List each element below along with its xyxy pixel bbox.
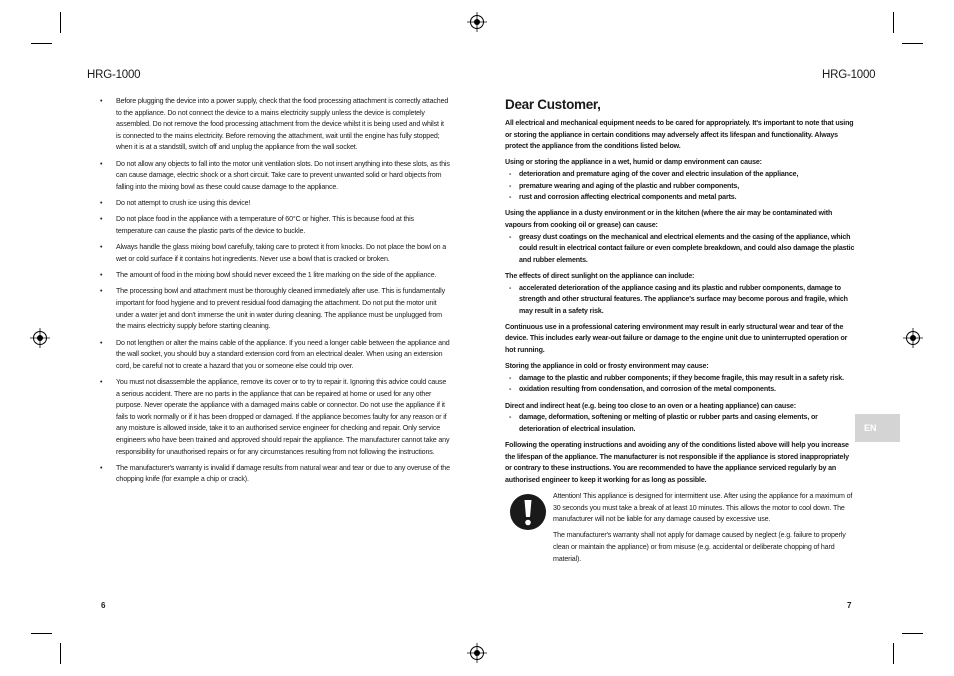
section-heading: Direct and indirect heat (e.g. being too close to an oven or a heating appliance) can cause: — [505, 401, 796, 410]
attention-text: Attention! This appliance is designed for intermittent use. After using the appliance for a maximum of 30 seconds you must take a break of at least 10 minutes. This allows the motor to cool down. The manufacturer will not be liable for any damage caused by excessive use. — [553, 491, 853, 524]
list-item: • The manufacturer's warranty is invalid if damage results from natural wear and tear or due to any overuse of the chopping knife (for example a chip or crack). — [100, 463, 450, 486]
registration-mark-icon — [467, 12, 487, 32]
section-heading: The effects of direct sunlight on the appliance can include: — [505, 271, 695, 280]
list-item: • Always handle the glass mixing bowl carefully, taking care to protect it from knocks. Do not place the bowl on a wet or cold surface if it contains hot ingredients. Never use a bowl that is cracked or broken. — [100, 242, 450, 265]
customer-notice — [505, 96, 855, 570]
crop-mark-br-v — [893, 643, 894, 664]
section-heading: Using the appliance in a dusty environment or in the kitchen (where the air may be contaminated with vapours from cooking oil or grease) can cause: — [505, 209, 833, 229]
page-number-left: 6 — [101, 601, 106, 610]
condition-section — [505, 401, 855, 436]
section-heading: Continuous use in a professional catering environment may result in early structural wear and tear of the device. This includes early wear-out failure or damage to the engine unit due to uninterrupted operation or hot running. — [505, 322, 848, 355]
crop-mark-tr-v — [893, 12, 894, 33]
crop-mark-tl-v — [60, 12, 61, 33]
condition-section — [505, 322, 855, 357]
list-item: - accelerated deterioration of the appliance casing and its plastic and rubber components, damage to strength and other structural features. The appliance's surface may become porous and fragile, which may result in a safety risk. — [505, 283, 855, 318]
list-item: - oxidation resulting from condensation, and corrosion of the metal components. — [505, 384, 855, 396]
list-item: • Before plugging the device into a power supply, check that the food processing attachment is correctly attached to the appliance. Do not connect the device to a mains electricity supply unless the device is completely assembled. Do not remove the food processing attachment from the device whilst it is being used and whilst it is connected to the mains electricity. Before removing the attachment, wait until the engine has fully stopped; when it is at a standstill, switch off and unplug the appliance from the wall socket. — [100, 96, 450, 154]
model-name-right: HRG-1000 — [822, 69, 876, 81]
model-name-left: HRG-1000 — [87, 69, 141, 81]
closing-paragraph: Following the operating instructions and avoiding any of the conditions listed above will help you increase the lifespan of the appliance. The manufacturer is not responsible if the appliance is stored inappropriately or contrary to these instructions. You are recommended to have the appliance serviced regularly by an authorised engineer to keep it working for as long as possible. — [505, 441, 849, 484]
list-item: - deterioration and premature aging of the cover and electric insulation of the appliance, — [505, 169, 855, 181]
list-item: • The processing bowl and attachment must be thoroughly cleaned immediately after use. This is fundamentally important for food hygiene and to prevent residual food damaging the attachment. Do not put the motor unit under a water jet and don't immerse the unit in water during cleaning. The appliance must be unplugged from the mains electricity supply before starting cleaning. — [100, 286, 450, 332]
condition-section — [505, 271, 855, 317]
attention-notice — [505, 491, 855, 565]
crop-mark-bl-h — [31, 633, 52, 634]
registration-mark-icon — [903, 328, 923, 348]
crop-mark-tl-h — [31, 43, 52, 44]
condition-section — [505, 208, 855, 266]
list-item: - rust and corrosion affecting electrical components and metal parts. — [505, 192, 855, 204]
list-item: • The amount of food in the mixing bowl should never exceed the 1 litre marking on the side of the appliance. — [100, 270, 450, 282]
list-item: • Do not lengthen or alter the mains cable of the appliance. If you need a longer cable between the appliance and the wall socket, you should buy a standard extension cord from an electrical dealer. When using an extension cord, be careful not to create a hazard that you or someone else could trip over. — [100, 338, 450, 373]
safety-bullet-list — [100, 96, 450, 486]
list-item: - premature wearing and aging of the plastic and rubber components, — [505, 181, 855, 193]
list-item: - damage to the plastic and rubber components; if they become fragile, this may result in a safety risk. — [505, 373, 855, 385]
crop-mark-bl-v — [60, 643, 61, 664]
warning-exclamation-icon — [509, 493, 547, 531]
condition-section — [505, 157, 855, 203]
list-item: • Do not place food in the appliance with a temperature of 60°C or higher. This is because food at this temperature can cause the plastic parts of the device to buckle. — [100, 214, 450, 237]
list-item: • You must not disassemble the appliance, remove its cover or to try to repair it. Ignoring this advice could cause a serious accident. There are no parts in the appliance that can be repaired at home or used for any other purpose. Never operate the appliance with a damaged mains cable or connector. Do not use the appliance if it fails to work normally or if it has been dropped or damaged. If the appliance becomes faulty for any reason or if any moisture is allowed inside, take it to an authorised service engineer for checking and repair. Only service engineers who have been trained and approved should repair the appliance. The manufacturer cannot take any responsibility for unauthorised repairs or for any circumstances resulting from not following the instructions. — [100, 377, 450, 458]
section-heading: Storing the appliance in cold or frosty environment may cause: — [505, 362, 709, 371]
intro-paragraph: All electrical and mechanical equipment needs to be cared for appropriately. It's important to note that using or storing the appliance in certain conditions may adversely affect its lifespan and functionality. Always protect the appliance from the conditions listed below. — [505, 119, 854, 151]
registration-mark-icon — [30, 328, 50, 348]
registration-mark-icon — [467, 643, 487, 663]
warranty-text: The manufacturer's warranty shall not apply for damage caused by neglect (e.g. failure to properly clean or maintain the appliance) or from misuse (e.g. accidental or deliberate chopping of hard material). — [553, 531, 846, 563]
crop-mark-tr-h — [902, 43, 923, 44]
language-tab: EN — [855, 414, 900, 442]
list-item: - greasy dust coatings on the mechanical and electrical elements and the casing of the appliance, which could result in electrical contact failure or even complete breakdown, and could also damage the plastic and rubber elements. — [505, 232, 855, 267]
list-item: • Do not allow any objects to fall into the motor unit ventilation slots. Do not insert anything into these slots, as this can cause damage, electric shock or a short circuit. Take care to prevent unwanted solid or hard objects from falling into the mixing bowl as these could cause damage to the appliance. — [100, 159, 450, 194]
page-number-right: 7 — [847, 601, 852, 610]
page-title: Dear Customer, — [505, 97, 601, 112]
list-item: • Do not attempt to crush ice using this device! — [100, 198, 450, 210]
crop-mark-br-h — [902, 633, 923, 634]
section-heading: Using or storing the appliance in a wet, humid or damp environment can cause: — [505, 158, 762, 167]
condition-section — [505, 361, 855, 396]
list-item: - damage, deformation, softening or melting of plastic or rubber parts and casing elements, or deterioration of electrical insulation. — [505, 412, 855, 435]
safety-instructions — [100, 96, 450, 491]
